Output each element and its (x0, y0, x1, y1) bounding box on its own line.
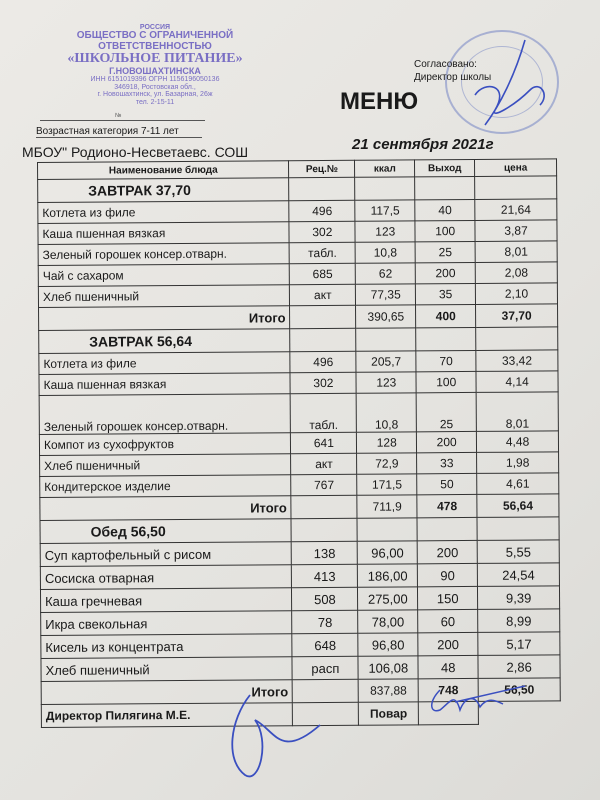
total-kcal: 837,88 (358, 679, 418, 702)
price-value: 4,48 (477, 431, 559, 453)
recipe-number: табл. (291, 393, 357, 432)
recipe-number: 302 (289, 221, 355, 242)
price-value: 8,99 (478, 609, 560, 633)
output-value: 33 (417, 452, 477, 473)
empty-cell (290, 328, 356, 351)
empty-cell (475, 176, 557, 200)
price-value: 5,55 (477, 540, 559, 564)
stamp-org-line1: ОБЩЕСТВО С ОГРАНИЧЕННОЙ (76, 30, 234, 42)
approval-label: Согласовано: (414, 59, 477, 70)
kcal-value: 77,35 (356, 284, 416, 305)
kcal-value: 96,00 (357, 541, 417, 564)
dish-name: Зеленый горошек консер.отварн. (39, 394, 291, 435)
price-value: 21,64 (475, 199, 557, 221)
footer-row (41, 701, 560, 728)
recipe-number: акт (291, 453, 357, 474)
stamp-address1: 346918, Ростовская обл., (114, 83, 196, 91)
recipe-number: 648 (292, 633, 358, 656)
output-value: 25 (416, 392, 476, 431)
approval-block (414, 58, 491, 84)
number-sign: № (115, 113, 122, 119)
dish-name: Сосиска отварная (40, 565, 292, 590)
price-value: 33,42 (476, 350, 558, 372)
dish-name: Каша пшенная вязкая (39, 373, 291, 396)
output-value: 70 (416, 350, 476, 371)
kcal-value: 205,7 (356, 351, 416, 372)
section-title: ЗАВТРАК 56,64 (39, 329, 291, 354)
stamp-org-name: «ШКОЛЬНОЕ ПИТАНИЕ» (67, 51, 243, 67)
col-dish: Наименование блюда (38, 161, 290, 180)
output-value: 60 (418, 609, 478, 632)
recipe-number: 767 (291, 474, 357, 495)
total-label: Итого (40, 496, 292, 521)
dish-name: Хлеб пшеничный (41, 657, 293, 682)
col-output: Выход (415, 159, 475, 176)
dish-name: Суп картофельный с рисом (40, 542, 292, 567)
recipe-number: 138 (292, 541, 358, 564)
stamp-org-line2: ОТВЕТСТВЕННОСТЬЮ (98, 40, 212, 52)
table-row (39, 392, 558, 435)
company-stamp (40, 24, 270, 106)
total-kcal: 390,65 (356, 305, 416, 328)
recipe-number: 302 (290, 372, 356, 393)
output-value: 90 (418, 563, 478, 586)
empty-cell (293, 702, 359, 725)
kcal-value: 186,00 (358, 564, 418, 587)
dish-name: Хлеб пшеничный (38, 285, 290, 308)
dish-name: Котлета из филе (39, 352, 291, 375)
col-price: цена (475, 159, 557, 177)
menu-date: 21 сентября 2021г (352, 136, 494, 153)
cook-label: Повар (359, 702, 419, 725)
output-value: 48 (418, 655, 478, 678)
recipe-number: 78 (292, 610, 358, 633)
dish-name: Кисель из концентрата (41, 634, 293, 659)
price-value: 5,17 (478, 632, 560, 656)
empty-cell (355, 177, 415, 200)
empty-cell (290, 305, 356, 328)
total-price: 56,50 (478, 678, 560, 702)
stamp-address2: г. Новошахтинск, ул. Базарная, 26ж (97, 91, 213, 99)
total-output: 748 (418, 678, 478, 701)
empty-cell (291, 518, 357, 541)
menu-table (37, 158, 561, 728)
price-value: 8,01 (475, 241, 557, 263)
price-value: 9,39 (478, 586, 560, 610)
output-value: 200 (417, 540, 477, 563)
stamp-phone: тел. 2-15-11 (135, 98, 175, 106)
total-kcal: 711,9 (357, 495, 417, 518)
dish-name: Хлеб пшеничный (40, 454, 292, 477)
dish-name: Компот из сухофруктов (39, 433, 291, 456)
kcal-value: 62 (356, 263, 416, 284)
kcal-value: 123 (356, 372, 416, 393)
empty-cell (478, 701, 560, 725)
dish-name: Чай с сахаром (38, 264, 290, 287)
empty-cell (293, 679, 359, 702)
kcal-value: 10,8 (356, 393, 416, 432)
output-value: 35 (416, 283, 476, 304)
stamp-country: РОССИЯ (139, 24, 171, 31)
page-title: МЕНЮ (340, 88, 419, 115)
kcal-value: 275,00 (358, 587, 418, 610)
empty-cell (476, 327, 558, 351)
price-value: 2,86 (478, 655, 560, 679)
price-value: 4,61 (477, 473, 559, 495)
recipe-number: 413 (292, 564, 358, 587)
kcal-value: 128 (357, 432, 417, 453)
recipe-number: 496 (290, 351, 356, 372)
output-value: 100 (415, 220, 475, 241)
output-value: 200 (418, 632, 478, 655)
section-title: ЗАВТРАК 37,70 (38, 178, 290, 203)
recipe-number: 508 (292, 587, 358, 610)
col-recipe: Рец.№ (289, 160, 355, 177)
director-name: Директор Пилягина М.Е. (41, 703, 293, 728)
price-value: 4,14 (476, 371, 558, 393)
dish-name: Кондитерское изделие (40, 475, 292, 498)
total-price: 56,64 (477, 494, 559, 518)
dish-name: Каша гречневая (40, 588, 292, 613)
price-value: 3,87 (475, 220, 557, 242)
price-value: 2,08 (475, 262, 557, 284)
col-kcal: ккал (355, 160, 415, 177)
output-value: 200 (415, 262, 475, 283)
recipe-number: расп (292, 656, 358, 679)
section-title: Обед 56,50 (40, 519, 292, 544)
stamp-ids: ИНН 6151019396 ОГРН 1156196050136 (90, 76, 220, 84)
total-label: Итого (39, 306, 291, 331)
output-value: 50 (417, 473, 477, 494)
kcal-value: 123 (355, 221, 415, 242)
number-line (40, 120, 205, 121)
dish-name: Зеленый горошек консер.отварн. (38, 243, 290, 266)
kcal-value: 72,9 (357, 453, 417, 474)
kcal-value: 10,8 (355, 242, 415, 263)
kcal-value: 96,80 (358, 633, 418, 656)
empty-cell (477, 517, 559, 541)
stamp-city: Г.НОВОШАХТИНСКА (109, 66, 201, 77)
kcal-value: 117,5 (355, 200, 415, 221)
kcal-value: 171,5 (357, 474, 417, 495)
empty-cell (357, 518, 417, 541)
recipe-number: акт (290, 284, 356, 305)
output-value: 40 (415, 199, 475, 220)
price-value: 8,01 (476, 392, 558, 432)
recipe-number: табл. (289, 242, 355, 263)
empty-cell (416, 327, 476, 350)
approval-signer: Директор школы (414, 72, 492, 83)
dish-name: Каша пшенная вязкая (38, 222, 290, 245)
price-value: 2,10 (476, 283, 558, 305)
kcal-value: 106,08 (358, 656, 418, 679)
empty-cell (417, 517, 477, 540)
output-value: 25 (415, 241, 475, 262)
recipe-number: 685 (290, 263, 356, 284)
kcal-value: 78,00 (358, 610, 418, 633)
recipe-number: 641 (291, 432, 357, 453)
output-value: 150 (418, 586, 478, 609)
price-value: 24,54 (477, 563, 559, 587)
total-output: 478 (417, 494, 477, 517)
total-label: Итого (41, 680, 293, 705)
empty-cell (415, 176, 475, 199)
empty-cell (291, 495, 357, 518)
output-value: 200 (417, 431, 477, 452)
total-price: 37,70 (476, 304, 558, 328)
school-name: МБОУ" Родионо-Несветаевс. СОШ (22, 144, 249, 160)
age-category: Возрастная категория 7-11 лет (36, 126, 202, 138)
output-value: 100 (416, 371, 476, 392)
total-output: 400 (416, 304, 476, 327)
cook-signature-cell (419, 701, 479, 724)
recipe-number: 496 (289, 200, 355, 221)
dish-name: Котлета из филе (38, 201, 290, 224)
empty-cell (289, 177, 355, 200)
dish-name: Икра свекольная (41, 611, 293, 636)
empty-cell (356, 328, 416, 351)
price-value: 1,98 (477, 452, 559, 474)
